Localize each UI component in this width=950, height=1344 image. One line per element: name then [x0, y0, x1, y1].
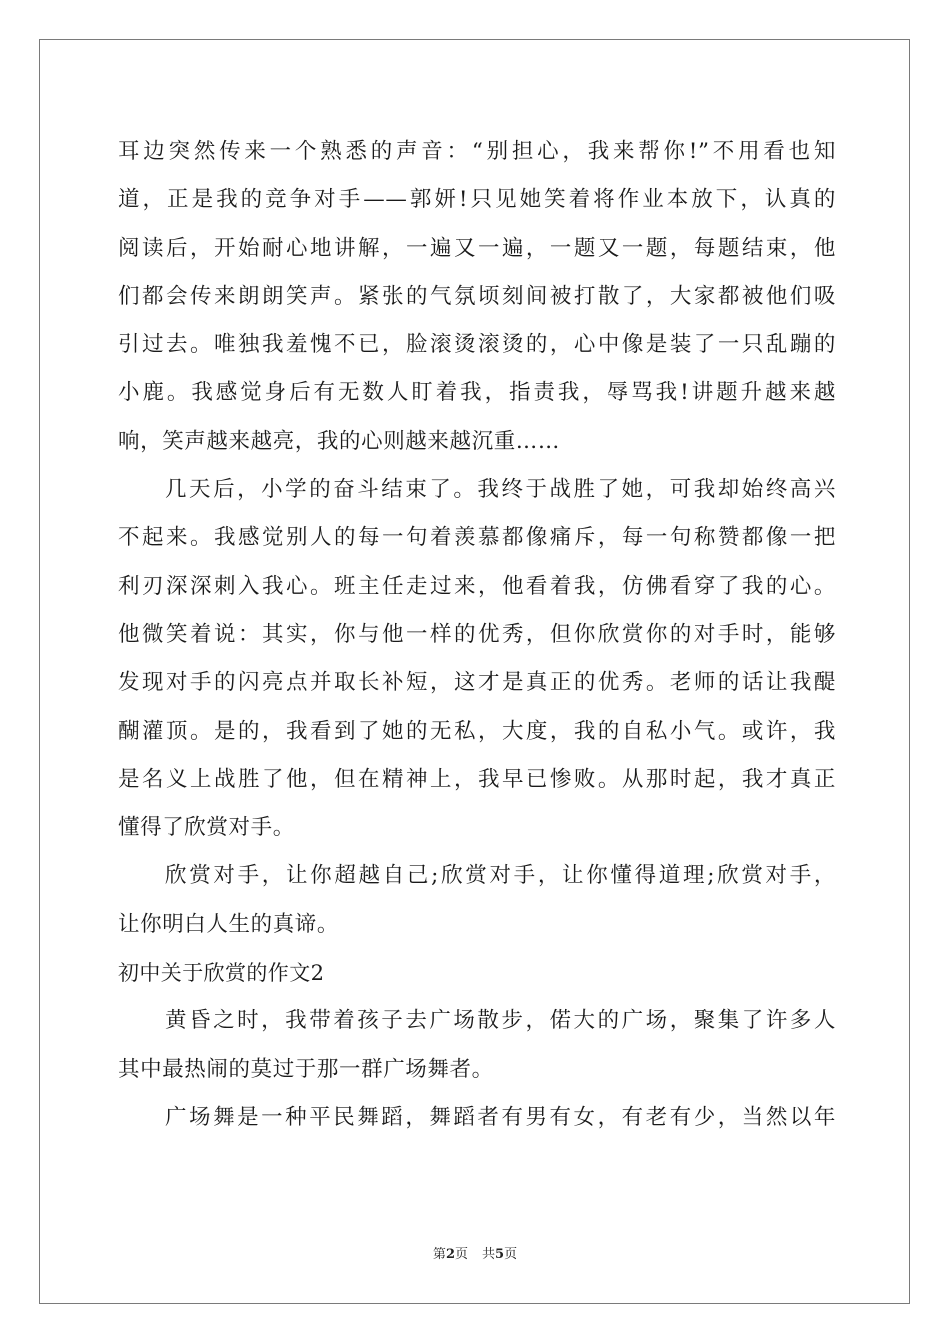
text-line: 小鹿。我感觉身后有无数人盯着我，指责我，辱骂我!讲题升越来越 [118, 380, 836, 406]
current-page-number: 2 [445, 1247, 455, 1262]
text-line: 懂得了欣赏对手。 [118, 815, 295, 841]
text-line: 他微笑着说：其实，你与他一样的优秀，但你欣赏你的对手时，能够 [118, 621, 836, 647]
text-line: 是名义上战胜了他，但在精神上，我早已惨败。从那时起，我才真正 [118, 766, 836, 792]
text-line: 其中最热闹的莫过于那一群广场舞者。 [118, 1056, 494, 1082]
page-suffix: 页 [454, 1247, 468, 1262]
paragraph-1 [118, 128, 836, 466]
paragraph-2 [118, 466, 836, 852]
text-line: 醐灌顶。是的，我看到了她的无私，大度，我的自私小气。或许，我 [118, 718, 836, 744]
page-footer [0, 1246, 950, 1264]
page-prefix: 第 [432, 1247, 446, 1262]
text-line: 欣赏对手，让你超越自己;欣赏对手，让你懂得道理;欣赏对手， [165, 863, 836, 889]
paragraph-4 [118, 997, 836, 1094]
text-line: 阅读后，开始耐心地讲解，一遍又一遍，一题又一题，每题结束，他 [118, 235, 836, 261]
paragraph-5 [118, 1094, 836, 1142]
paragraph-3 [118, 852, 836, 949]
document-body [118, 128, 836, 1142]
total-prefix: 共 [482, 1247, 496, 1262]
text-line: 们都会传来朗朗笑声。紧张的气氛顷刻间被打散了，大家都被他们吸 [118, 283, 836, 309]
text-line: 发现对手的闪亮点并取长补短，这才是真正的优秀。老师的话让我醍 [118, 670, 836, 696]
text-line: 黄昏之时，我带着孩子去广场散步，偌大的广场，聚集了许多人 [165, 1008, 836, 1034]
total-suffix: 页 [504, 1247, 518, 1262]
text-line: 引过去。唯独我羞愧不已，脸滚烫滚烫的，心中像是装了一只乱蹦的 [118, 332, 836, 358]
text-line: 耳边突然传来一个熟悉的声音：“别担心，我来帮你!”不用看也知 [118, 139, 836, 164]
text-line: 不起来。我感觉别人的每一句着羡慕都像痛斥，每一句称赞都像一把 [118, 525, 836, 551]
text-line: 让你明白人生的真谛。 [118, 911, 340, 937]
text-line: 广场舞是一种平民舞蹈，舞蹈者有男有女，有老有少，当然以年 [165, 1104, 836, 1130]
section-heading: 初中关于欣赏的作文2 [118, 961, 325, 986]
total-page-number: 5 [495, 1247, 505, 1262]
text-line: 响，笑声越来越亮，我的心则越来越沉重…… [118, 428, 561, 454]
text-line: 几天后，小学的奋斗结束了。我终于战胜了她，可我却始终高兴 [165, 477, 836, 503]
text-line: 利刃深深刺入我心。班主任走过来，他看着我，仿佛看穿了我的心。 [118, 573, 836, 599]
text-line: 道，正是我的竞争对手——郭妍!只见她笑着将作业本放下，认真的 [118, 187, 836, 213]
